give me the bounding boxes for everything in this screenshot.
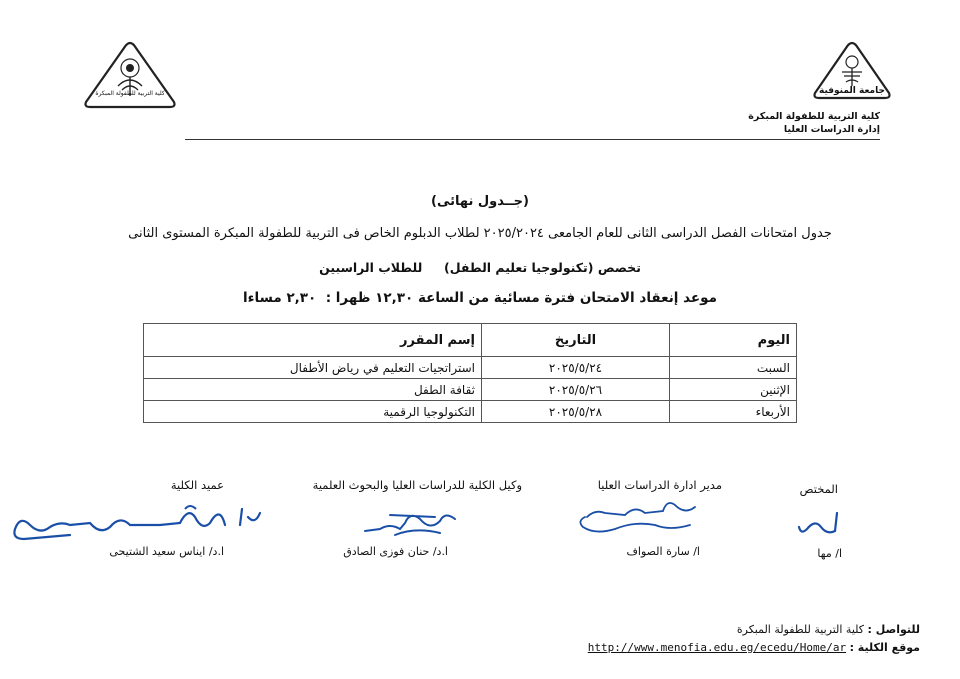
table-row <box>144 379 797 401</box>
sig-title-grad-manager: مدير ادارة الدراسات العليا <box>597 478 722 492</box>
grad-manager-signature <box>575 495 705 545</box>
sig-title-responsible: المختص <box>799 482 838 496</box>
sig-title-vice-dean: وكيل الكلية للدراسات العليا والبحوث العلمية <box>312 478 522 492</box>
website-label: موقع الكلية : <box>849 641 920 654</box>
faculty-block <box>748 110 880 136</box>
dean-signature <box>10 495 270 550</box>
responsible-signature <box>795 505 845 540</box>
vice-dean-signature <box>360 505 460 540</box>
document-subtitle: جدول امتحانات الفصل الدراسى الثانى للعام الجامعى ٢٠٢٥/٢٠٢٤ لطلاب الدبلوم الخاص فى التربية للطفولة المبكرة المستوى الثانى <box>128 226 832 241</box>
department-name: إدارة الدراسات العليا <box>783 124 880 135</box>
website-link[interactable]: http://www.menofia.edu.eg/ecedu/Home/ar <box>587 641 847 654</box>
header-divider <box>185 139 880 140</box>
row-course: التكنولوجيا الرقمية <box>144 401 482 423</box>
row-day: السبت <box>670 357 797 379</box>
faculty-name: كلية التربية للطفولة المبكرة <box>748 111 880 122</box>
header-day: اليوم <box>670 324 797 357</box>
footer-website <box>588 641 920 654</box>
university-name: جامعة المنوفية <box>819 86 885 96</box>
faculty-logo-caption: كلية التربية للطفولة المبكرة <box>95 90 165 97</box>
sig-name-vice-dean: ا.د/ حنان فوزى الصادق <box>343 545 448 558</box>
sig-name-dean: ا.د/ ايناس سعيد الشتيحى <box>109 545 224 558</box>
specialization-line: تخصص (تكنولوجيا تعليم الطفل) للطلاب الراسبين <box>319 260 641 275</box>
footer-contact <box>737 623 920 636</box>
exam-time-line: موعد إنعقاد الامتحان فترة مسائية من الساعة ١٢,٣٠ ظهرا : ٢,٣٠ مساءا <box>243 290 717 306</box>
row-date: ٢٠٢٥/٥/٢٤ <box>482 357 670 379</box>
document-title: (جــدول نهائى) <box>431 194 529 209</box>
row-date: ٢٠٢٥/٥/٢٨ <box>482 401 670 423</box>
sig-name-responsible: ا/ مها <box>817 547 842 560</box>
row-course: استراتجيات التعليم في رياض الأطفال <box>144 357 482 379</box>
row-day: الإثنين <box>670 379 797 401</box>
university-logo <box>810 40 894 112</box>
contact-value: كلية التربية للطفولة المبكرة <box>736 623 865 636</box>
faculty-logo-emblem <box>80 40 180 110</box>
sig-title-dean: عميد الكلية <box>170 478 224 492</box>
row-course: ثقافة الطفل <box>144 379 482 401</box>
faculty-logo <box>80 40 180 110</box>
row-day: الأربعاء <box>670 401 797 423</box>
sig-name-grad-manager: ا/ سارة الصواف <box>626 545 700 558</box>
header-course: إسم المقرر <box>144 324 482 357</box>
row-date: ٢٠٢٥/٥/٢٦ <box>482 379 670 401</box>
table-header-row <box>144 324 797 357</box>
table-row <box>144 401 797 423</box>
exam-schedule-table <box>143 323 797 423</box>
table-row <box>144 357 797 379</box>
contact-label: للتواصل : <box>867 623 920 636</box>
header-date: التاريخ <box>482 324 670 357</box>
